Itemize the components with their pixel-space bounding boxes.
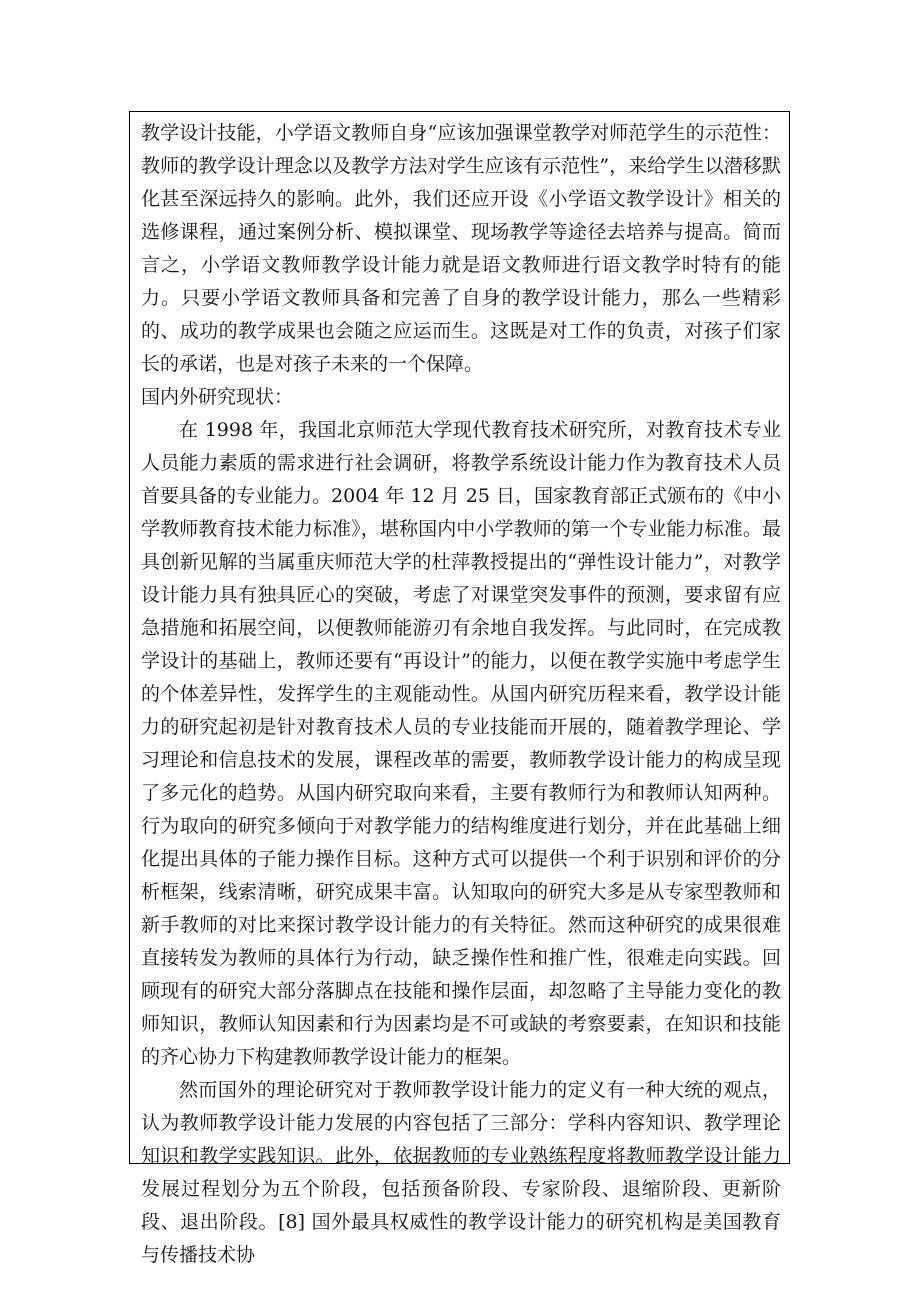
document-frame bbox=[129, 111, 790, 1266]
document-body bbox=[141, 117, 781, 1272]
section-heading-research-status: 国内外研究现状： bbox=[141, 386, 294, 408]
paragraph-foreign-research: 然而国外的理论研究对于教师教学设计能力的定义有一种大统的观点，认为教师教学设计能力发展的内容包括了三部分：学科内容知识、教学理论知识和教学实践知识。此外，依据教师的专业熟练程度将教师教学设计能力发展过程划分为五个阶段，包括预备阶段、专家阶段、退缩阶段、更新阶段、退出阶段。[8] 国外最具权威性的教学设计能力的研究机构是美国教育与传播技术协 bbox=[141, 1079, 781, 1266]
paragraph-intro: 教学设计技能，小学语文教师自身“应该加强课堂教学对师范学生的示范性：教师的教学设计理念以及教学方法对学生应该有示范性”，来给学生以潜移默化甚至深远持久的影响。此外，我们还应开设《小学语文教学设计》相关的选修课程，通过案例分析、模拟课堂、现场教学等途径去培养与提高。简而言之，小学语文教师教学设计能力就是语文教师进行语文教学时特有的能力。只要小学语文教师具备和完善了自身的教学设计能力，那么一些精彩的、成功的教学成果也会随之应运而生。这既是对工作的负责，对孩子们家长的承诺，也是对孩子未来的一个保障。 bbox=[141, 122, 781, 375]
paragraph-domestic-research: 在 1998 年，我国北京师范大学现代教育技术研究所，对教育技术专业人员能力素质的需求进行社会调研，将教学系统设计能力作为教育技术人员首要具备的专业能力。2004 年 12 月 25 日，国家教育部正式颁布的《中小学教师教育技术能力标准》，堪称国内中小学教师的第一个专业能力标准。最具创新见解的当属重庆师范大学的杜萍教授提出的“弹性设计能力”，对教学设计能力具有独具匠心的突破，考虑了对课堂突发事件的预测，要求留有应急措施和拓展空间，以便教师能游刃有余地自我发挥。与此同时，在完成教学设计的基础上，教师还要有“再设计”的能力，以便在教学实施中考虑学生的个体差异性，发挥学生的主观能动性。从国内研究历程来看，教学设计能力的研究起初是针对教育技术人员的专业技能而开展的，随着教学理论、学习理论和信息技术的发展，课程改革的需要，教师教学设计能力的构成呈现了多元化的趋势。从国内研究取向来看，主要有教师行为和教师认知两种。行为取向的研究多倾向于对教学能力的结构维度进行划分，并在此基础上细化提出具体的子能力操作目标。这种方式可以提供一个利于识别和评价的分析框架，线索清晰，研究成果丰富。认知取向的研究大多是从专家型教师和新手教师的对比来探讨教学设计能力的有关特征。然而这种研究的成果很难直接转发为教师的具体行为行动，缺乏操作性和推广性，很难走向实践。回顾现有的研究大部分落脚点在技能和操作层面，却忽略了主导能力变化的教师知识，教师认知因素和行为因素均是不可或缺的考察要素，在知识和技能的齐心协力下构建教师教学设计能力的框架。 bbox=[141, 419, 781, 1068]
